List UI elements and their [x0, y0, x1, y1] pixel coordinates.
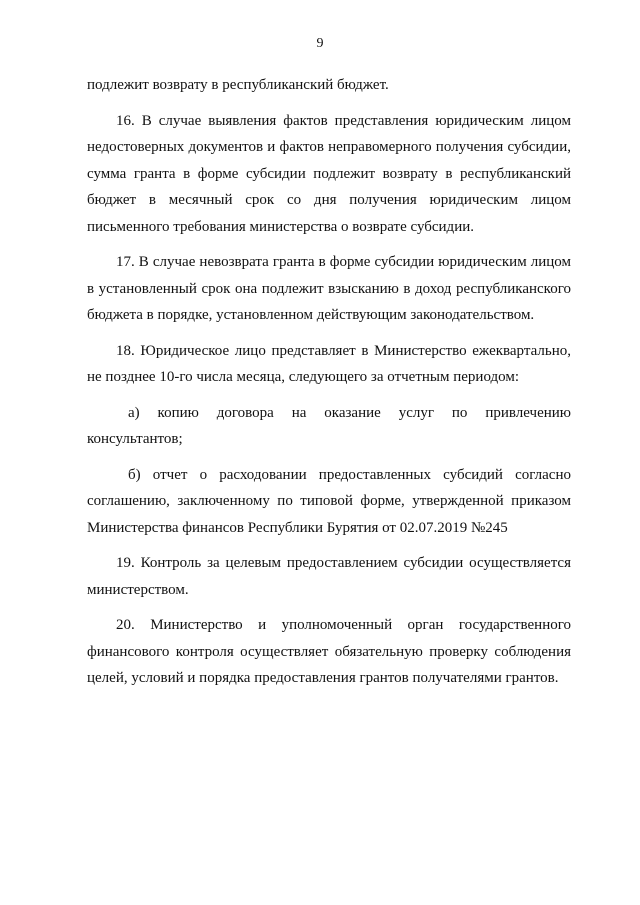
text-line: бюджета в порядке, установленном действующим законодательством.	[87, 307, 535, 323]
text-line: письменного требования министерства о возврате субсидии.	[87, 218, 474, 235]
paragraph-17	[87, 249, 571, 329]
text-line: а) копию договора на оказание услуг по привлечению	[128, 404, 571, 421]
text-line: 19. Контроль за целевым предоставлением субсидии осуществляется	[116, 555, 571, 571]
paragraph-16	[87, 108, 571, 241]
text-line: 16. В случае выявления фактов представления юридическим лицом	[116, 112, 571, 129]
text-line: финансового контроля осуществляет обязательную проверку соблюдения	[87, 643, 571, 660]
text-line: сумма гранта в форме субсидии подлежит возврату в республиканский	[87, 165, 571, 182]
text-line: в установленный срок она подлежит взысканию в доход республиканского	[87, 280, 571, 297]
paragraph-20	[87, 612, 571, 692]
text-line: 17. В случае невозврата гранта в форме субсидии юридическим лицом	[116, 254, 571, 270]
page-number: 9	[316, 36, 324, 51]
text-line: бюджет в месячный срок со дня получения юридическим лицом	[87, 192, 571, 208]
text-line: не позднее 10-го числа месяца, следующего за отчетным периодом:	[87, 369, 520, 385]
paragraph-19	[87, 550, 571, 603]
text-line: недостоверных документов и фактов неправомерного получения субсидии,	[87, 139, 571, 155]
text-line: министерством.	[87, 581, 189, 598]
text-line: Министерства финансов Республики Бурятия от 02.07.2019 №245	[87, 519, 508, 536]
paragraph-18a	[87, 400, 571, 453]
text-line: целей, условий и порядка предоставления грантов получателями грантов.	[87, 670, 559, 686]
text-line: б) отчет о расходовании предоставленных субсидий согласно	[128, 466, 571, 483]
text-line: соглашению, заключенному по типовой форме, утвержденной приказом	[87, 493, 571, 509]
paragraph-18b	[87, 462, 571, 542]
document-body	[87, 72, 571, 692]
text-line: консультантов;	[87, 431, 183, 447]
paragraph-18	[87, 338, 571, 391]
text-line: подлежит возврату в республиканский бюджет.	[87, 77, 389, 93]
paragraph-continuation	[87, 72, 571, 99]
text-line: 18. Юридическое лицо представляет в Министерство ежеквартально,	[116, 342, 571, 359]
text-line: 20. Министерство и уполномоченный орган государственного	[116, 617, 571, 633]
